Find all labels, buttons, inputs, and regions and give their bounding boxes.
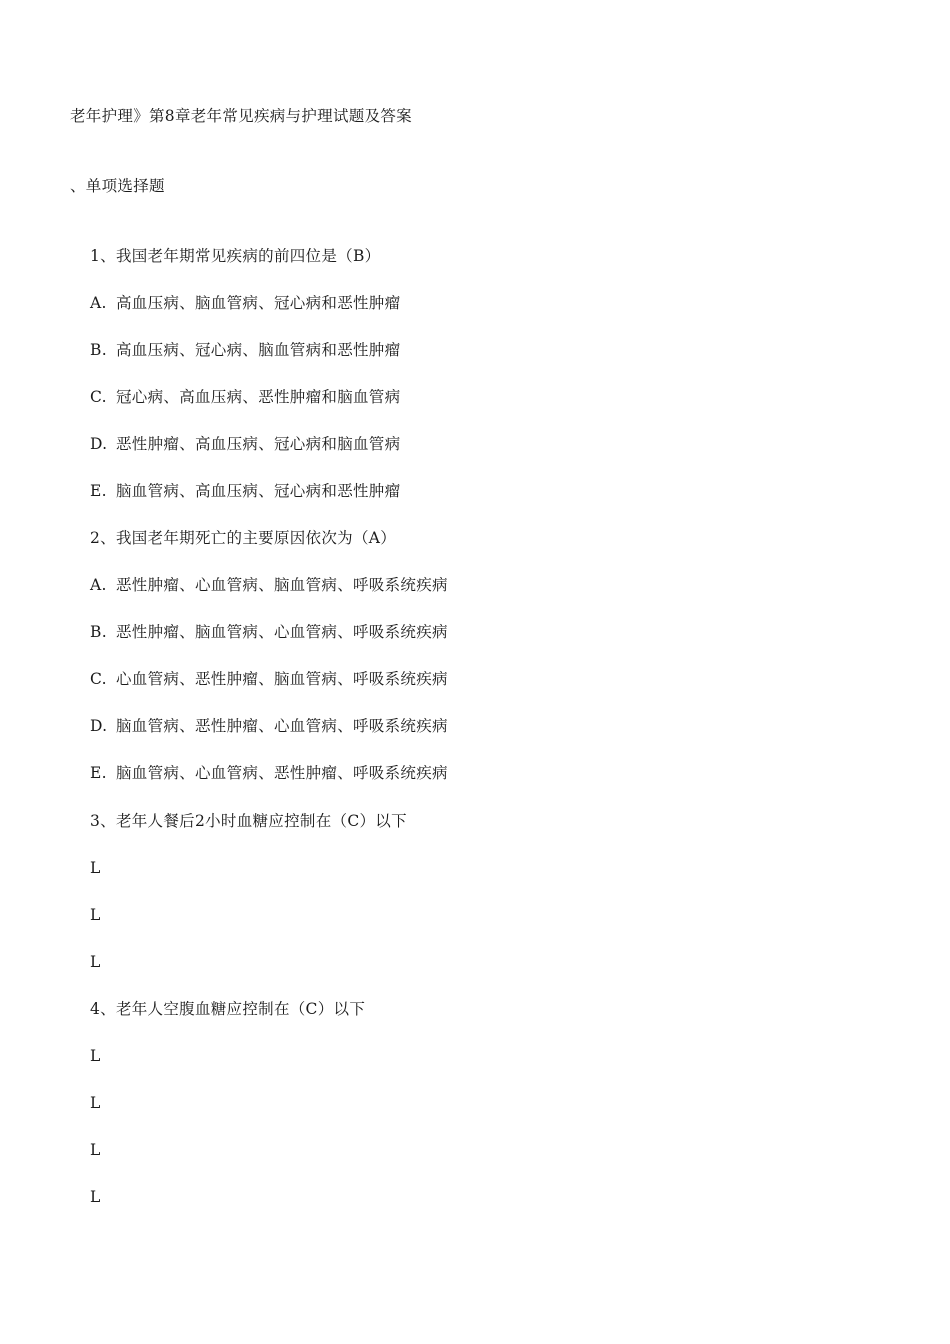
question-1-option-d xyxy=(90,434,400,454)
option-text: 高血压病、脑血管病、冠心病和恶性肿瘤 xyxy=(116,294,401,312)
option-label: L xyxy=(90,1188,101,1206)
option-label: L xyxy=(90,953,101,971)
question-3-option-2 xyxy=(90,905,101,925)
option-text: 冠心病、高血压病、恶性肿瘤和脑血管病 xyxy=(116,388,401,406)
question-4-option-1 xyxy=(90,1046,101,1066)
question-1-option-c xyxy=(90,387,400,407)
option-label: L xyxy=(90,1047,101,1065)
option-label: D. xyxy=(90,717,108,735)
option-text: 恶性肿瘤、高血压病、冠心病和脑血管病 xyxy=(116,435,401,453)
option-label: C. xyxy=(90,670,107,688)
option-label: D. xyxy=(90,435,108,453)
option-text: 脑血管病、高血压病、冠心病和恶性肿瘤 xyxy=(116,482,401,500)
option-label: L xyxy=(90,859,101,877)
question-3-stem: 3、老年人餐后2小时血糖应控制在（C）以下 xyxy=(90,812,407,830)
question-2-option-b xyxy=(90,622,448,642)
question-1-option-e xyxy=(90,481,400,501)
option-text: 心血管病、恶性肿瘤、脑血管病、呼吸系统疾病 xyxy=(116,670,448,688)
option-text: 脑血管病、恶性肿瘤、心血管病、呼吸系统疾病 xyxy=(116,717,448,735)
option-label: C. xyxy=(90,388,107,406)
question-1-option-b xyxy=(90,340,400,360)
question-4-stem: 4、老年人空腹血糖应控制在（C）以下 xyxy=(90,1000,366,1018)
question-3-option-1 xyxy=(90,858,101,878)
option-text: 恶性肿瘤、心血管病、脑血管病、呼吸系统疾病 xyxy=(116,576,448,594)
question-4-option-3 xyxy=(90,1140,101,1160)
question-1-option-a xyxy=(90,293,400,313)
question-4-option-2 xyxy=(90,1093,101,1113)
document-title: 老年护理》第8章老年常见疾病与护理试题及答案 xyxy=(70,107,412,125)
option-text: 恶性肿瘤、脑血管病、心血管病、呼吸系统疾病 xyxy=(116,623,448,641)
option-label: E. xyxy=(90,482,107,500)
option-label: L xyxy=(90,1094,101,1112)
option-text: 高血压病、冠心病、脑血管病和恶性肿瘤 xyxy=(116,341,401,359)
option-label: L xyxy=(90,1141,101,1159)
option-label: B. xyxy=(90,623,107,641)
option-label: L xyxy=(90,906,101,924)
question-1-stem: 1、我国老年期常见疾病的前四位是（B） xyxy=(90,247,381,265)
question-3-option-3 xyxy=(90,952,101,972)
option-text: 脑血管病、心血管病、恶性肿瘤、呼吸系统疾病 xyxy=(116,764,448,782)
option-label: B. xyxy=(90,341,107,359)
question-4-option-4 xyxy=(90,1187,101,1207)
question-2-stem: 2、我国老年期死亡的主要原因依次为（A） xyxy=(90,529,397,547)
option-label: A. xyxy=(90,576,107,594)
question-2-option-e xyxy=(90,763,448,783)
question-2-option-c xyxy=(90,669,448,689)
question-2-option-d xyxy=(90,716,448,736)
question-2-option-a xyxy=(90,575,448,595)
section-heading: 、单项选择题 xyxy=(70,177,165,195)
option-label: A. xyxy=(90,294,107,312)
option-label: E. xyxy=(90,764,107,782)
